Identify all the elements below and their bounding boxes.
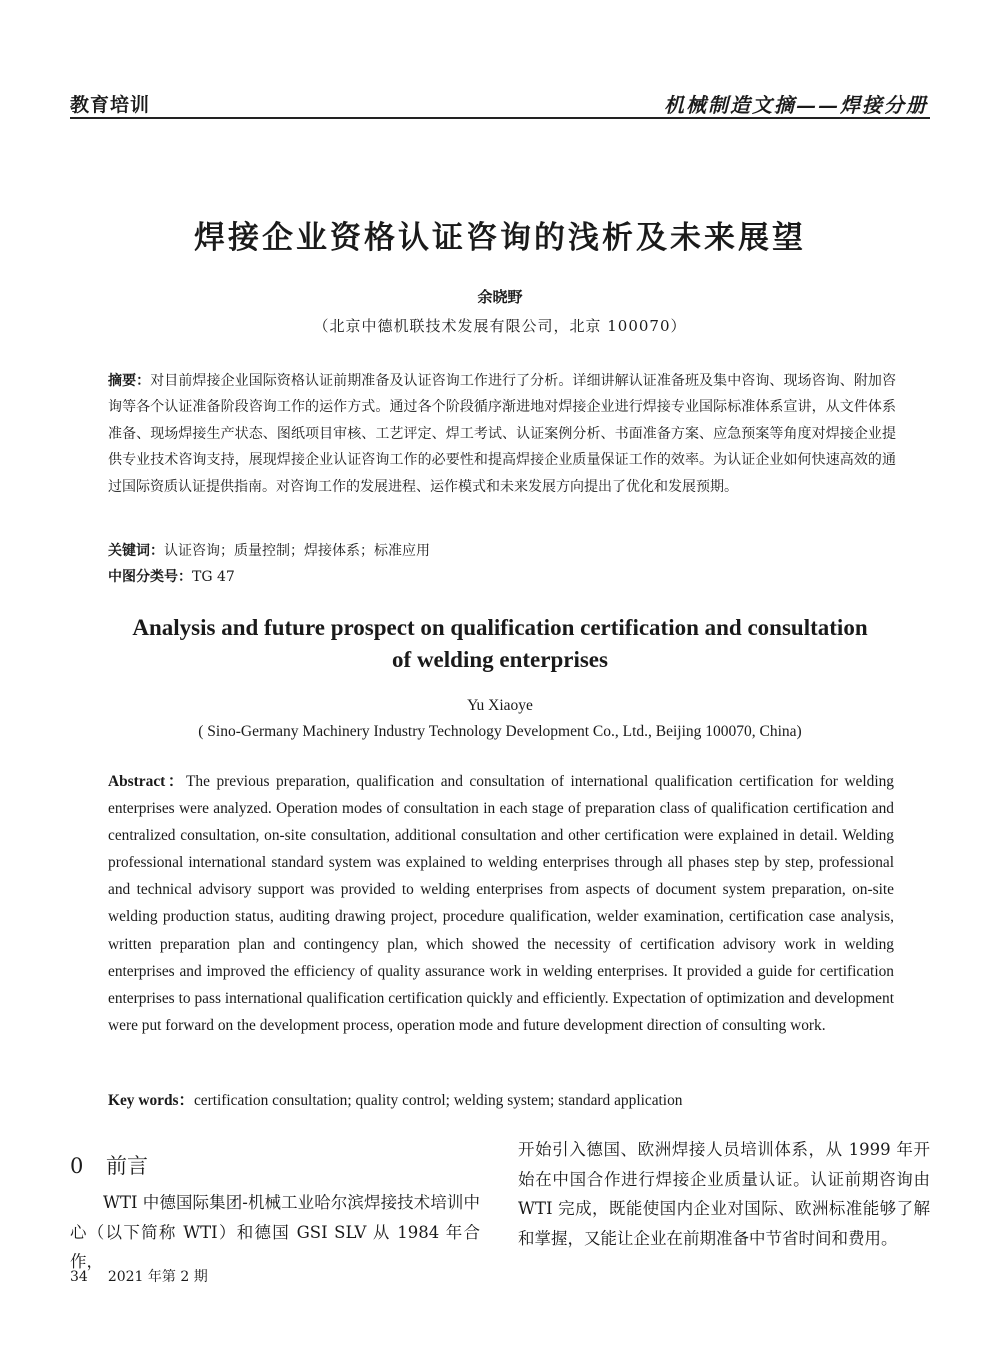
clc-text: TG 47 [192, 569, 235, 585]
keywords-en-label: Key words： [108, 1092, 194, 1109]
journal-section-label: 教育培训 [70, 94, 151, 116]
section-heading [70, 1150, 148, 1180]
abstract-en-label: Abstract： [108, 773, 186, 790]
body-paragraph: 开始引入德国、欧洲焊接人员培训体系，从 1999 年开始在中国合作进行焊接企业质量认证。认证前期咨询由 WTI 完成，既能使国内企业对国际、欧洲标准能够了解和掌握，又能让企业在前期准备中节省时间和费用。 [518, 1140, 930, 1248]
keywords-cn-text: 认证咨询；质量控制；焊接体系；标准应用 [164, 543, 430, 559]
keywords-cn-block [108, 538, 896, 590]
clc-label: 中图分类号： [108, 569, 192, 585]
abstract-en-text: The previous preparation, qualification and consultation of international qualification certification for welding enterprises were analyzed. Operation modes of consultation in each stage of preparation class of qualification certification and centralized consultation, on-site consultation, additional consultation and other certification were explained in detail. Welding professional international standard system was explained to welding enterprises through all phases step by step, professional and technical advisory support was provided to welding enterprises from aspects of document system preparation, on-site welding production status, auditing drawing project, procedure qualification, welder examination, certification case analysis, written preparation plan and contingency plan, which showed the necessity of certification advisory work in welding enterprises and improved the efficiency of quality assurance work in welding enterprises. It provided a guide for certification enterprises to pass international qualification certification quickly and efficiently. Expectation of optimization and development were put forward on the development process, operation mode and future development direction of consulting work. [108, 773, 894, 1034]
author-en: Yu Xiaoye [467, 697, 533, 714]
page-footer [70, 1266, 208, 1286]
keywords-en [108, 1089, 894, 1113]
body-paragraph: WTI 中德国际集团-机械工业哈尔滨焊接技术培训中心（以下简称 WTI）和德国 GSI SLV 从 1984 年合作， [70, 1193, 480, 1271]
clc-number [108, 564, 896, 590]
keywords-cn-label: 关键词： [108, 543, 164, 559]
article-title-cn: 焊接企业资格认证咨询的浅析及未来展望 [194, 220, 806, 256]
keywords-en-text: certification consultation; quality control; welding system; standard application [193, 1092, 683, 1109]
abstract-cn-text: 对目前焊接企业国际资格认证前期准备及认证咨询工作进行了分析。详细讲解认证准备班及集中咨询、现场咨询、附加咨询等各个认证准备阶段咨询工作的运作方式。通过各个阶段循序渐进地对焊接企业进行焊接专业国际标准体系宣讲，从文件体系准备、现场焊接生产状态、图纸项目审核、工艺评定、焊工考试、认证案例分析、书面准备方案、应急预案等角度对焊接企业提供专业技术咨询支持，展现焊接企业认证咨询工作的必要性和提高焊接企业质量保证工作的效率。为认证企业如何快速高效的通过国际资质认证提供指南。对咨询工作的发展进程、运作模式和未来发展方向提出了优化和发展预期。 [108, 373, 896, 495]
abstract-en [108, 768, 894, 1039]
section-title: 前言 [106, 1154, 148, 1178]
keywords-cn [108, 538, 896, 564]
abstract-cn-label: 摘要： [108, 373, 151, 389]
abstract-cn [108, 368, 896, 500]
affiliation-cn: （北京中德机联技术发展有限公司，北京 100070） [313, 317, 687, 335]
page-number: 34 [70, 1269, 88, 1285]
article-title-en: Analysis and future prospect on qualification certification and consultation of welding enterprises [132, 615, 868, 672]
journal-name: 机械制造文摘——焊接分册 [664, 93, 928, 117]
body-column-right [518, 1135, 930, 1253]
section-number: 0 [70, 1154, 84, 1178]
author-cn: 余晓野 [477, 288, 523, 306]
affiliation-en: ( Sino-Germany Machinery Industry Technology Development Co., Ltd., Beijing 100070, China) [198, 723, 802, 740]
body-column-left [70, 1188, 480, 1277]
header-divider [70, 117, 930, 119]
issue-label: 2021 年第 2 期 [107, 1269, 208, 1285]
